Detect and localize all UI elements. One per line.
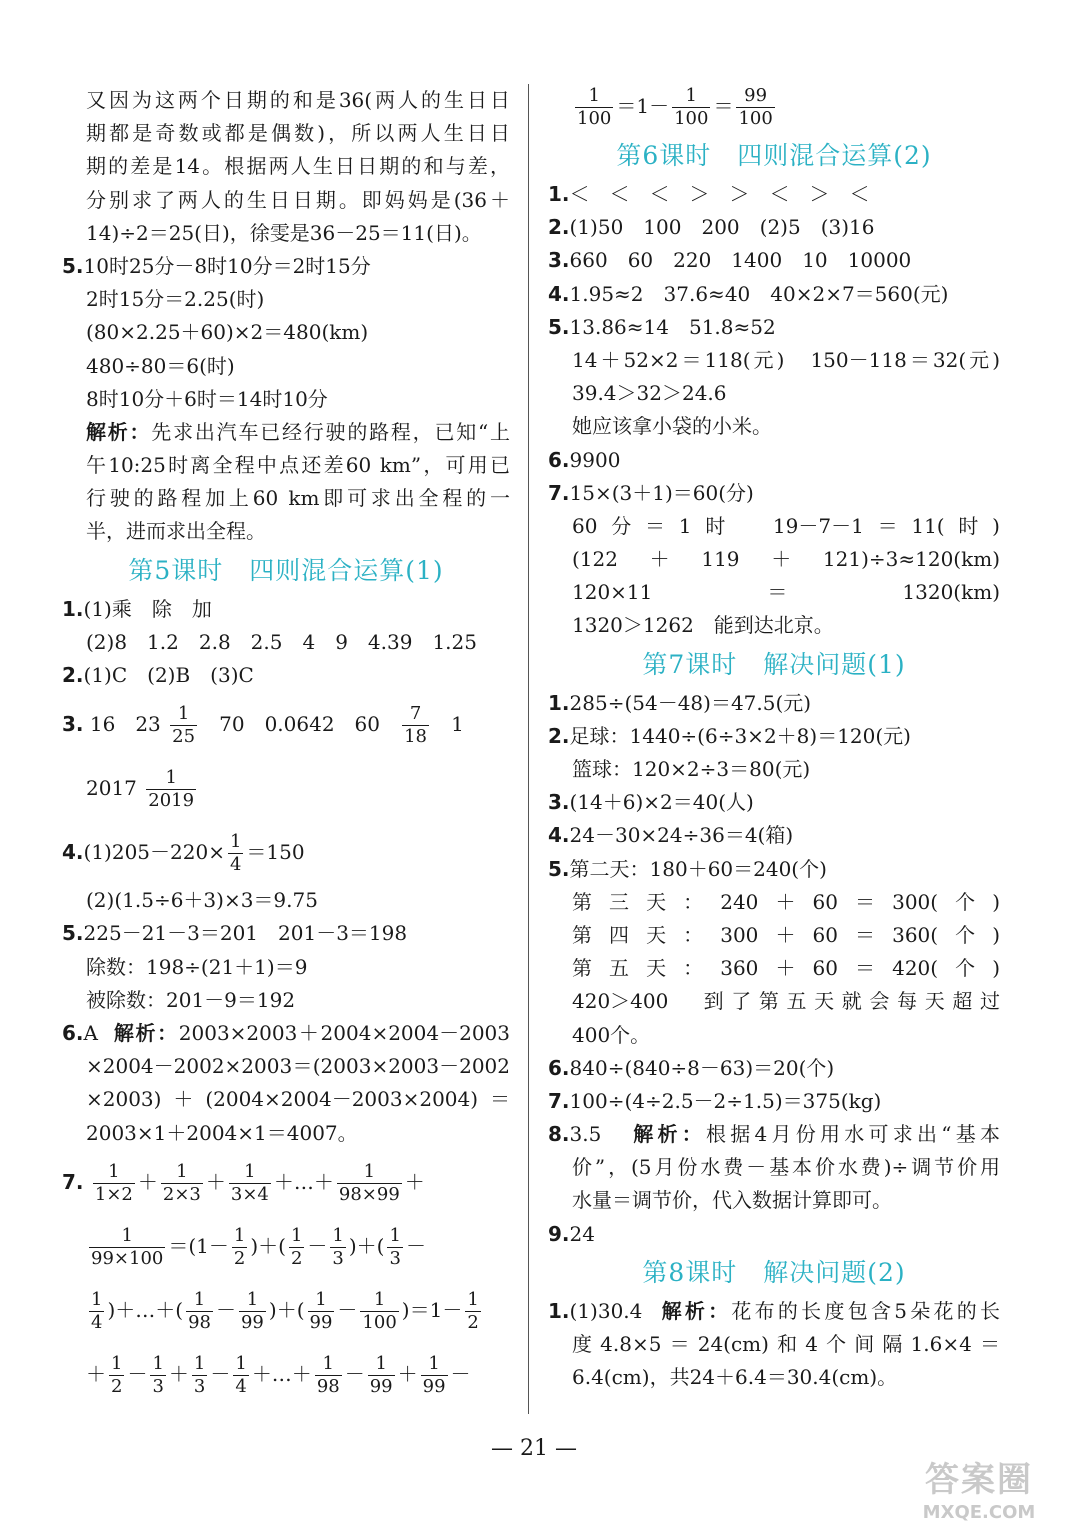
numerator: 99: [736, 85, 774, 108]
operator: ＋: [397, 1361, 418, 1386]
s5-question-2: [62, 659, 510, 692]
operator: ＋: [205, 1169, 226, 1194]
operator: －: [450, 1361, 471, 1386]
text-line: 420＞400 到了第五天就会每天超过: [572, 989, 1000, 1014]
fraction: [232, 1225, 247, 1270]
question-number: 7.: [548, 480, 570, 505]
question-number: 7.: [548, 1088, 570, 1113]
section-6-answers: [548, 178, 1000, 643]
text-line: 被除数：201－9＝192: [86, 987, 296, 1012]
text-line: (2)(1.5÷6＋3)×3＝9.75: [86, 888, 318, 913]
numerator: 1: [186, 1289, 213, 1312]
fraction: [402, 703, 429, 748]
numerator: 1: [360, 1289, 398, 1312]
denominator: 2: [467, 1311, 479, 1333]
operator: ＋: [404, 1169, 425, 1194]
text-line: 第五天：360＋60＝420(个): [572, 956, 1000, 981]
fraction: [736, 85, 774, 130]
fraction: [465, 1289, 480, 1334]
question-5: [548, 311, 1000, 344]
operator: ): [268, 1297, 277, 1322]
text-line: (122＋119＋121)÷3≈120(km): [572, 547, 1000, 572]
denominator: 98: [188, 1311, 211, 1333]
answer-text: 1.95≈2 37.6≈40 40×2×7＝560(元): [569, 281, 949, 306]
fraction: [192, 1353, 207, 1398]
denominator: 2: [111, 1375, 123, 1397]
numerator: 1: [161, 1161, 203, 1184]
operator: －: [405, 1233, 426, 1258]
answer-text: (1)50 100 200 (2)5 (3)16: [569, 215, 875, 240]
operator: ＋: [168, 1361, 189, 1386]
numerator: 1: [233, 1224, 246, 1246]
s5-question-6: [62, 1017, 510, 1050]
numerator: 1: [111, 1352, 123, 1374]
question-2: [548, 720, 1000, 753]
question-5: [548, 853, 1000, 886]
text-line: [62, 1278, 510, 1342]
answer-text: 第二天：180＋60＝240(个): [569, 856, 827, 881]
numerator: 1: [332, 1224, 344, 1246]
answer-text: 660 60 220 1400 10 10000: [569, 248, 912, 273]
s8-question-1: [548, 1295, 1000, 1328]
denominator: 4: [91, 1311, 103, 1333]
operator: ＝: [168, 1233, 189, 1258]
analysis-line: 半，进而求出全程。: [86, 519, 266, 544]
question-number: 2.: [62, 663, 84, 687]
text-segment: 2017: [86, 776, 137, 801]
left-column: [62, 84, 510, 1406]
operator: ＋: [356, 1233, 377, 1258]
denominator: 100: [362, 1311, 397, 1333]
question-1: [548, 178, 1000, 211]
s5-question-7: [62, 1150, 510, 1214]
question-number: 7.: [62, 1169, 84, 1194]
section-title: 第7课时 解决问题(1): [642, 649, 906, 679]
operator: ): [348, 1233, 357, 1258]
text-line: 10时25分－8时10分＝2时15分: [83, 253, 371, 278]
numerator: 1: [575, 85, 613, 108]
denominator: 99×100: [91, 1247, 164, 1269]
analysis-line: ×2004－2002×2003＝(2003×2003－2002: [86, 1054, 510, 1079]
question-number: 8.: [548, 1122, 570, 1147]
analysis-label: 解析：: [86, 419, 152, 444]
denominator: 99: [240, 1311, 264, 1333]
text-line: [62, 1342, 510, 1406]
answer-text: 285÷(54－48)＝47.5(元): [569, 690, 812, 715]
question-3: [548, 786, 1000, 819]
answer-text: 13.86≈14 51.8≈52: [569, 314, 776, 339]
fraction: [229, 1161, 271, 1206]
question-number: 3.: [548, 248, 570, 273]
analysis-line: 2003×1＋2004×1＝4007。: [86, 1120, 358, 1145]
fraction: [109, 1353, 124, 1398]
fraction: [239, 1289, 266, 1334]
fraction: [289, 1225, 304, 1270]
fraction: [186, 1289, 213, 1334]
operator: －: [127, 1361, 148, 1386]
numerator: 1: [315, 1353, 342, 1376]
numerator: 1: [93, 1161, 135, 1184]
numerator: 1: [467, 1288, 479, 1310]
text-line: 39.4＞32＞24.6: [572, 381, 727, 406]
fraction: [368, 1353, 395, 1398]
numerator: 1: [89, 1225, 165, 1248]
numerator: 1: [389, 1224, 401, 1246]
question-number: 5.: [62, 253, 84, 278]
text-line: [62, 1214, 510, 1278]
operator: ＝1－: [409, 1297, 463, 1322]
text-line: 60分＝1时 19－7－1＝11(时): [572, 513, 1000, 538]
operator: ＋: [258, 1233, 279, 1258]
answer-text: 840÷(840÷8－63)＝20(个): [569, 1055, 835, 1080]
denominator: 3: [389, 1247, 401, 1269]
section-title: 第8课时 解决问题(2): [642, 1257, 906, 1287]
operator: －: [337, 1297, 358, 1322]
denominator: 99: [309, 1311, 333, 1333]
fraction: [170, 703, 197, 748]
question-4: [548, 278, 1000, 311]
text-line: (1)乘 除 加: [83, 596, 212, 621]
question-number: 2.: [548, 215, 570, 240]
analysis-line: 行驶的路程加上60 km即可求出全程的一: [86, 486, 510, 511]
operator: －: [215, 1297, 236, 1322]
fraction: [233, 1353, 248, 1398]
denominator: 2×3: [162, 1183, 201, 1205]
operator: (: [278, 1233, 286, 1258]
answer-text: 24－30×24÷36＝4(箱): [569, 823, 794, 848]
question-6: [548, 444, 1000, 477]
text-segment: 16 23: [89, 712, 161, 737]
numerator: 1: [368, 1353, 395, 1376]
answer-text: 9900: [569, 447, 621, 472]
denominator: 2: [290, 1247, 303, 1269]
operator: (: [175, 1297, 184, 1322]
s7-question-9: [548, 1218, 1000, 1251]
fraction: [421, 1353, 448, 1398]
denominator: 3: [332, 1247, 344, 1269]
numerator: 1: [290, 1224, 303, 1246]
question-number: 4.: [62, 840, 84, 865]
operator: ＋: [86, 1361, 106, 1386]
denominator: 98×99: [338, 1183, 400, 1205]
answer: 3.5: [569, 1122, 602, 1147]
numerator: 1: [421, 1353, 448, 1376]
operator: ): [401, 1297, 410, 1322]
numerator: 1: [229, 1161, 271, 1184]
text-line: 2时15分＝2.25(时): [86, 287, 265, 312]
analysis-line: 度4.8×5＝24(cm)和4个间隔1.6×4＝: [572, 1332, 1000, 1356]
fraction: [161, 1161, 203, 1206]
denominator: 4: [235, 1375, 247, 1397]
operator: ＋…＋: [251, 1361, 312, 1386]
operator: (: [296, 1297, 305, 1322]
question-number: 5.: [548, 314, 570, 339]
s5-question-5: [62, 917, 510, 950]
denominator: 100: [674, 108, 709, 129]
fraction: [360, 1289, 398, 1334]
denominator: 4: [229, 854, 242, 876]
question-number: 1.: [548, 182, 570, 206]
analysis-line: ×2003)＋(2004×2004－2003×2004)＝: [86, 1087, 510, 1112]
analysis-line: 午10:25时离全程中点还差60 km”，可用已: [86, 453, 510, 478]
question-number: 3.: [548, 790, 570, 815]
text-segment: ＝150: [246, 840, 305, 865]
analysis-text: 先求出汽车已经行驶的路程，已知“上: [151, 419, 510, 444]
question-number: 1.: [62, 596, 84, 621]
section-title: 第6课时 四则混合运算(2): [616, 141, 932, 170]
analysis-line: 水量＝调节价，代入数据计算即可。: [572, 1188, 892, 1213]
s5-question-3: [62, 692, 510, 756]
text-line: 分别求了两人的生日日期。即妈妈是(36＋: [86, 187, 510, 212]
question-4: [548, 819, 1000, 852]
question-7: [548, 477, 1000, 510]
operator: ＋: [137, 1169, 158, 1194]
numerator: 1: [91, 1288, 103, 1310]
answer-text: ＜ ＜ ＜ ＞ ＞ ＜ ＞ ＜: [569, 182, 870, 206]
numerator: 1: [152, 1352, 164, 1374]
numerator: 1: [229, 831, 242, 853]
text-line: 400个。: [572, 1022, 651, 1047]
question-number: 1.: [548, 690, 570, 715]
text-line: (2)8 1.2 2.8 2.5 4 9 4.39 1.25: [86, 629, 477, 654]
question-1: [548, 687, 1000, 720]
text-line: 14＋52×2＝118(元) 150－118＝32(元): [572, 347, 1000, 372]
watermark-text: 答案圈: [925, 1460, 1033, 1500]
text-line: 225－21－3＝201 201－3＝198: [83, 921, 408, 946]
operator: ): [107, 1297, 116, 1322]
text-line: 她应该拿小袋的小米。: [572, 414, 772, 439]
column-divider: [528, 84, 529, 1414]
numerator: 1: [239, 1289, 266, 1312]
text-line: 期的差是14。根据两人生日日期的和与差，: [86, 154, 510, 179]
fraction: [93, 1161, 135, 1206]
fraction: [315, 1353, 342, 1398]
text-line: [548, 78, 1000, 134]
analysis-label: 解析：: [633, 1122, 706, 1147]
fraction: [387, 1225, 402, 1270]
numerator: 1: [672, 85, 710, 108]
denominator: 3: [193, 1375, 206, 1397]
right-column: [548, 84, 1000, 1394]
text-segment: (1)205－220×: [83, 840, 225, 865]
operator: －: [210, 1361, 231, 1386]
answer-text: 15×(3＋1)＝60(分): [569, 480, 754, 505]
answer: (1)30.4: [569, 1298, 643, 1323]
text-line: 期都是奇数或都是偶数)，所以两人生日日: [86, 121, 510, 146]
operator: (1－: [188, 1233, 229, 1258]
operator: ＝1－: [616, 94, 670, 118]
question-number: 1.: [548, 1298, 570, 1323]
answer-text: 100÷(4÷2.5－2÷1.5)＝375(kg): [569, 1088, 882, 1113]
watermark-logo: [904, 1458, 1054, 1528]
numerator: 7: [402, 703, 429, 726]
fraction: [330, 1225, 345, 1270]
denominator: 98: [316, 1375, 340, 1397]
text-line: 1320＞1262 能到达北京。: [572, 613, 834, 638]
answer: A: [83, 1020, 98, 1045]
analysis-line: [62, 416, 510, 449]
text-line: (80×2.25＋60)×2＝480(km): [86, 320, 369, 345]
s5-question-4: [62, 820, 510, 884]
s5-question-1: [62, 593, 510, 626]
fraction: [146, 767, 196, 812]
question-number: 4.: [548, 281, 570, 306]
answer-text: 足球：1440÷(6÷3×2＋8)＝120(元): [569, 723, 911, 748]
operator: －: [344, 1361, 365, 1386]
question-number: 4.: [548, 823, 570, 848]
operator: ＋…＋: [273, 1169, 334, 1194]
text-line: (1)C (2)B (3)C: [83, 663, 254, 687]
fraction: [89, 1289, 104, 1334]
section-7-answers: [548, 687, 1000, 1118]
question-number: 9.: [548, 1221, 570, 1246]
analysis-text: 2003×2003＋2004×2004－2003: [178, 1020, 510, 1045]
question-number: 5.: [62, 921, 84, 946]
fraction: [672, 85, 710, 130]
question-number: 6.: [548, 1055, 570, 1080]
text-segment: 1: [451, 712, 464, 737]
question-6: [548, 1052, 1000, 1085]
denominator: 99: [422, 1375, 446, 1397]
fraction: [575, 85, 613, 130]
question-number: 2.: [548, 723, 570, 748]
text-line: 第三天：240＋60＝300(个): [572, 889, 1000, 914]
text-line: 120×11＝1320(km): [572, 580, 1000, 605]
question-3: [548, 244, 1000, 277]
text-line: [62, 756, 510, 820]
question-7: [548, 1085, 1000, 1118]
denominator: 25: [172, 726, 196, 748]
analysis-label: 解析：: [661, 1298, 732, 1323]
text-line: 第四天：300＋60＝360(个): [572, 922, 1000, 947]
text-segment: 70 0.0642 60: [219, 712, 381, 737]
operator: ＋: [276, 1297, 297, 1322]
numerator: 1: [146, 767, 196, 790]
denominator: 99: [369, 1375, 393, 1397]
watermark-url: MXQE.COM: [922, 1502, 1036, 1523]
section-title: 第5课时 四则混合运算(1): [128, 555, 444, 585]
fraction: [89, 1225, 165, 1270]
question-5: [62, 250, 510, 283]
fraction: [228, 831, 243, 876]
operator: (: [376, 1233, 385, 1258]
numerator: 1: [193, 1352, 206, 1374]
s7-question-8: [548, 1118, 1000, 1151]
denominator: 3: [152, 1375, 164, 1397]
denominator: 100: [577, 108, 612, 129]
denominator: 2019: [148, 790, 195, 812]
operator: ): [250, 1233, 259, 1258]
denominator: 100: [738, 108, 773, 129]
analysis-label: 解析：: [113, 1020, 179, 1045]
text-line: 除数：198÷(21＋1)＝9: [86, 954, 308, 979]
numerator: 1: [235, 1352, 247, 1374]
operator: ＝: [713, 94, 734, 118]
analysis-line: 6.4(cm)，共24＋6.4＝30.4(cm)。: [572, 1365, 898, 1390]
analysis-line: 价”，(5月份水费－基本价水费)÷调节价用: [572, 1155, 1000, 1180]
denominator: 18: [404, 726, 427, 748]
denominator: 2: [233, 1247, 246, 1269]
denominator: 3×4: [230, 1183, 269, 1205]
page-number: — 21 —: [491, 1436, 577, 1461]
text-line: 480÷80＝6(时): [86, 353, 235, 378]
question-number: 5.: [548, 856, 570, 881]
answer-text: (14＋6)×2＝40(人): [569, 790, 754, 815]
answer: 24: [569, 1221, 595, 1246]
question-number: 3.: [62, 712, 84, 737]
fraction: [150, 1353, 165, 1398]
text-line: 14)÷2＝25(日)，徐雯是36－25＝11(日)。: [86, 220, 482, 245]
question-2: [548, 211, 1000, 244]
text-line: 篮球：120×2÷3＝80(元): [572, 757, 811, 781]
operator: ＋…＋: [115, 1297, 176, 1322]
fraction: [308, 1289, 335, 1334]
operator: －: [307, 1233, 328, 1258]
denominator: 1×2: [94, 1183, 133, 1205]
analysis-text: 根据4月份用水可求出“基本: [705, 1122, 1000, 1147]
fraction: [337, 1161, 402, 1206]
question-number: 6.: [548, 447, 570, 472]
question-number: 6.: [62, 1020, 84, 1045]
text-line: 又因为这两个日期的和是36(两人的生日日: [86, 88, 510, 112]
numerator: 1: [337, 1161, 402, 1184]
analysis-text: 花布的长度包含5朵花的长: [731, 1298, 1000, 1323]
text-line: 8时10分＋6时＝14时10分: [86, 386, 328, 411]
numerator: 1: [170, 703, 197, 726]
numerator: 1: [308, 1289, 335, 1312]
